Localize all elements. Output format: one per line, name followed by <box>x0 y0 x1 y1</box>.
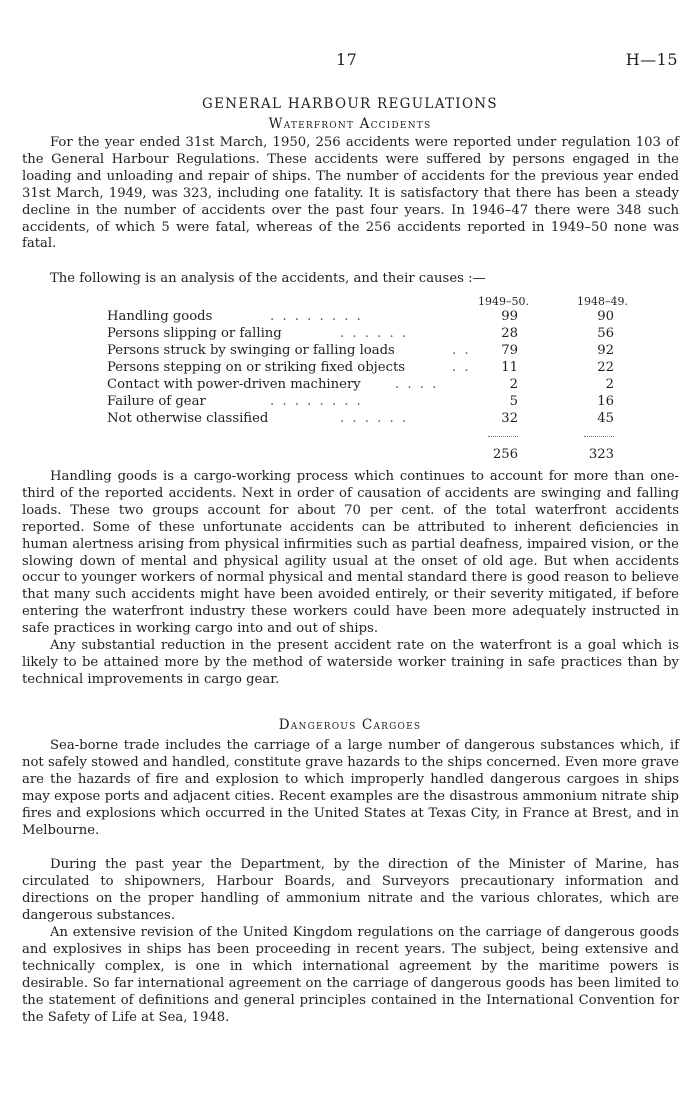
leader-dots: . . <box>452 360 471 375</box>
subtitle-waterfront-accidents: Waterfront Accidents <box>268 116 432 132</box>
leader-dots: . . . . <box>395 377 439 392</box>
cause-label: Contact with power-driven machinery <box>107 377 361 392</box>
leader-dots: . . . . . . <box>340 326 409 341</box>
value-1948-49: 2 <box>605 377 614 392</box>
paragraph-accident-summary: For the year ended 31st March, 1950, 256 accidents were reported under regulation 103 of the General Harbour Regulations. These accidents were suffered by persons engaged in the loading and unloading and repair of ships. The number of accidents for the previous year ended 31st March, 1949, was 323, including one fatality. It is satisfactory that there has been a steady decline in the number of accidents over the past four years. In 1946–47 there were 348 such accidents, of which 5 were fatal, whereas of the 256 accidents reported in 1949–50 none was fatal. <box>22 135 679 252</box>
cause-label: Persons slipping or falling <box>107 326 282 341</box>
value-1948-49: 56 <box>597 326 614 341</box>
value-1949-50: 5 <box>509 394 518 409</box>
cause-label: Persons stepping on or striking fixed objects <box>107 360 406 375</box>
cause-label: Not otherwise classified <box>107 411 269 426</box>
column-header-1948-49: 1948–49. <box>577 295 628 308</box>
table-row <box>0 377 700 394</box>
table-row <box>0 360 700 377</box>
page-number: 17 <box>336 50 358 69</box>
value-1948-49: 90 <box>597 309 614 324</box>
value-1948-49: 16 <box>597 394 614 409</box>
paragraph-handling-goods: Handling goods is a cargo-working process which continues to account for more than one-third of the reported accidents. Next in order of causation of accidents are swinging and falling loads. These two groups account for about 70 per cent. of the total waterfront accidents reported. Some of these unfortunate accidents can be attributed to inherent deficiencies in human alertness arising from physical infirmities such as partial deafness, impaired vision, or the slowing down of mental and physical agility usual at the onset of old age. But when accidents occur to younger workers of normal physical and mental standard there is good reason to believe that many such accidents might have been avoided entirely, or their severity mitigated, if before entering the waterfront industry these workers could have been more adequately instructed in safe practices in working cargo into and out of ships. <box>22 469 679 637</box>
total-rule-1948-49 <box>584 436 614 438</box>
section-title-harbour-regulations: GENERAL HARBOUR REGULATIONS <box>202 96 498 112</box>
leader-dots: . . . . . . . . <box>270 309 363 324</box>
value-1948-49: 92 <box>597 343 614 358</box>
value-1949-50: 79 <box>501 343 518 358</box>
leader-dots: . . . . . . <box>340 411 409 426</box>
paragraph-department-circulated: During the past year the Department, by the direction of the Minister of Marine, has circulated to shipowners, Harbour Boards, and Surveyors precautionary information and directions on the proper handling of ammonium nitrate and the various chlorates, which are dangerous substances. <box>22 857 679 923</box>
value-1949-50: 32 <box>501 411 518 426</box>
value-1948-49: 45 <box>597 411 614 426</box>
page-reference: H—15 <box>625 50 678 69</box>
total-1948-49: 323 <box>588 447 614 462</box>
value-1949-50: 99 <box>501 309 518 324</box>
table-row <box>0 394 700 411</box>
total-1949-50: 256 <box>492 447 518 462</box>
table-row <box>0 411 700 428</box>
column-header-1949-50: 1949–50. <box>478 295 529 308</box>
paragraph-uk-regulations: An extensive revision of the United Kingdom regulations on the carriage of dangerous goods and explosives in ships has been proceeding in recent years. The subject, being extensive and technically complex, is one in which international agreement by the maritime powers is desirable. So far international agreement on the carriage of dangerous goods has been limited to the statement of definitions and general principles contained in the International Convention for the Safety of Life at Sea, 1948. <box>22 925 679 1025</box>
leader-dots: . . . . . . . . <box>270 394 363 409</box>
value-1949-50: 28 <box>501 326 518 341</box>
cause-label: Failure of gear <box>107 394 206 409</box>
table-row <box>0 326 700 343</box>
subtitle-dangerous-cargoes: Dangerous Cargoes <box>278 717 422 733</box>
table-row <box>0 309 700 326</box>
cause-label: Handling goods <box>107 309 213 324</box>
paragraph-analysis-intro: The following is an analysis of the accidents, and their causes :— <box>50 271 486 286</box>
value-1949-50: 2 <box>509 377 518 392</box>
paragraph-accident-reduction: Any substantial reduction in the present accident rate on the waterfront is a goal which is likely to be attained more by the method of waterside worker training in safe practices than by technical improvements in cargo gear. <box>22 638 679 687</box>
value-1948-49: 22 <box>597 360 614 375</box>
leader-dots: . . <box>452 343 471 358</box>
total-rule-1949-50 <box>488 436 518 438</box>
table-row <box>0 343 700 360</box>
paragraph-seaborne-trade: Sea-borne trade includes the carriage of a large number of dangerous substances which, if not safely stowed and handled, constitute grave hazards to the ships concerned. Even more grave are the hazards of fire and explosion to which improperly handled dangerous cargoes in ships may expose ports and adjacent cities. Recent examples are the disastrous ammonium nitrate ship fires and explosions which occurred in the United States at Texas City, in France at Brest, and in Melbourne. <box>22 738 679 838</box>
value-1949-50: 11 <box>501 360 518 375</box>
cause-label: Persons struck by swinging or falling loads <box>107 343 395 358</box>
